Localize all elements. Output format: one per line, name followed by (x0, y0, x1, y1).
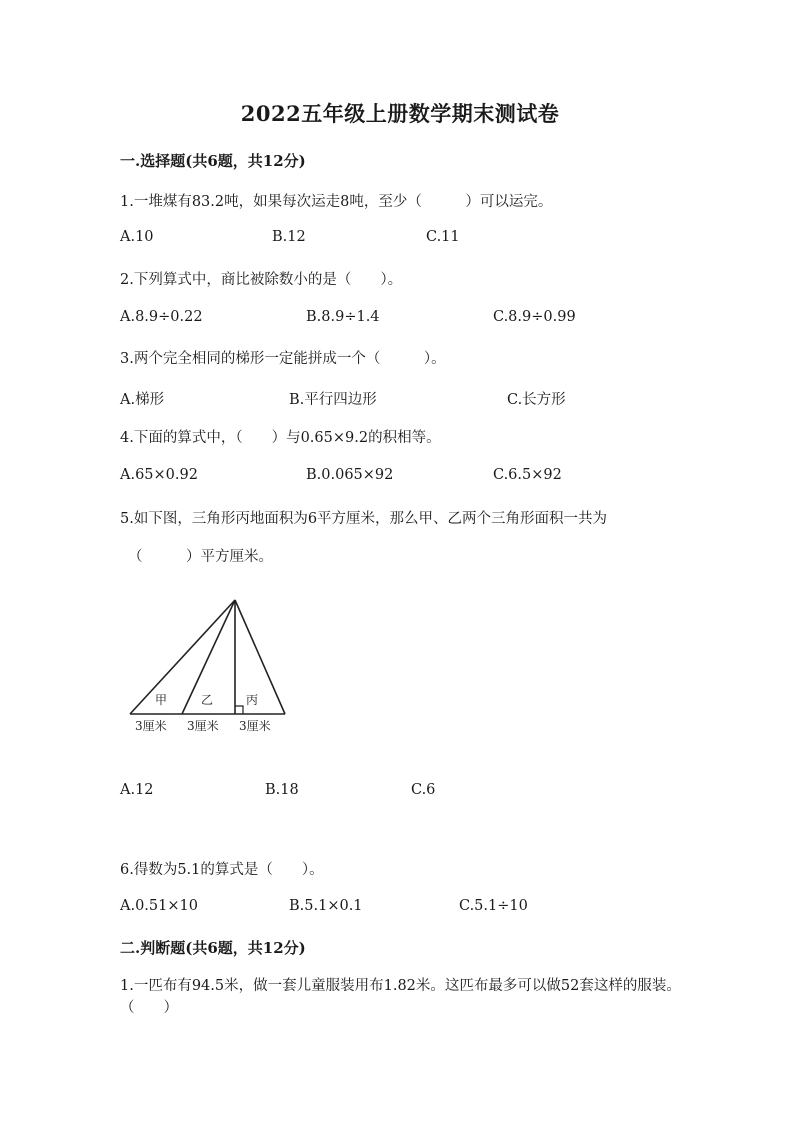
section-heading-choice: 一.选择题(共6题，共12分) (120, 152, 306, 170)
q6-option-b: B.5.1×0.1 (289, 898, 363, 914)
q5-option-a: A.12 (120, 782, 154, 798)
left-edge (130, 600, 235, 714)
q4-option-b: B.0.065×92 (306, 467, 394, 483)
q3-option-a: A.梯形 (120, 392, 165, 408)
question-6: 6.得数为5.1的算式是（ ）。 (120, 862, 324, 878)
question-1: 1.一堆煤有83.2吨，如果每次运走8吨，至少（ ）可以运完。 (120, 194, 553, 210)
q5-option-c: C.6 (411, 782, 436, 798)
right-angle-mark (235, 706, 243, 714)
question-5: 5.如下图，三角形丙地面积为6平方厘米，那么甲、乙两个三角形面积一共为 (120, 511, 608, 527)
question-3: 3.两个完全相同的梯形一定能拼成一个（ ）。 (120, 351, 446, 367)
judgement-question-1: 1.一匹布有94.5米，做一套儿童服装用布1.82米。这匹布最多可以做52套这样的服装。（ ） (120, 978, 681, 1016)
q2-option-b: B.8.9÷1.4 (306, 309, 380, 325)
q3-option-c: C.长方形 (507, 392, 566, 408)
page-title: 2022五年级上册数学期末测试卷 (240, 101, 560, 126)
question-5-cont: （ ）平方厘米。 (128, 549, 273, 565)
question-4: 4.下面的算式中，（ ）与0.65×9.2的积相等。 (120, 430, 441, 446)
q1-option-c: C.11 (426, 229, 460, 245)
q4-option-a: A.65×0.92 (120, 467, 198, 483)
q3-option-b: B.平行四边形 (289, 392, 377, 408)
q2-option-a: A.8.9÷0.22 (120, 309, 203, 325)
q6-option-c: C.5.1÷10 (459, 898, 528, 914)
base-label-3: 3厘米 (239, 719, 271, 733)
question-2: 2.下列算式中，商比被除数小的是（ ）。 (120, 272, 403, 288)
right-edge (235, 600, 285, 714)
q1-option-b: B.12 (272, 229, 306, 245)
q6-option-a: A.0.51×10 (120, 898, 198, 914)
label-bing: 丙 (246, 693, 259, 707)
base-label-1: 3厘米 (135, 719, 167, 733)
q1-option-a: A.10 (120, 229, 154, 245)
label-yi: 乙 (201, 693, 214, 707)
base-label-2: 3厘米 (187, 719, 219, 733)
q5-option-b: B.18 (265, 782, 299, 798)
q2-option-c: C.8.9÷0.99 (493, 309, 576, 325)
section-heading-judgement: 二.判断题(共6题，共12分) (120, 939, 306, 957)
triangle-figure (125, 596, 295, 738)
q4-option-c: C.6.5×92 (493, 467, 562, 483)
label-jia: 甲 (155, 693, 168, 707)
